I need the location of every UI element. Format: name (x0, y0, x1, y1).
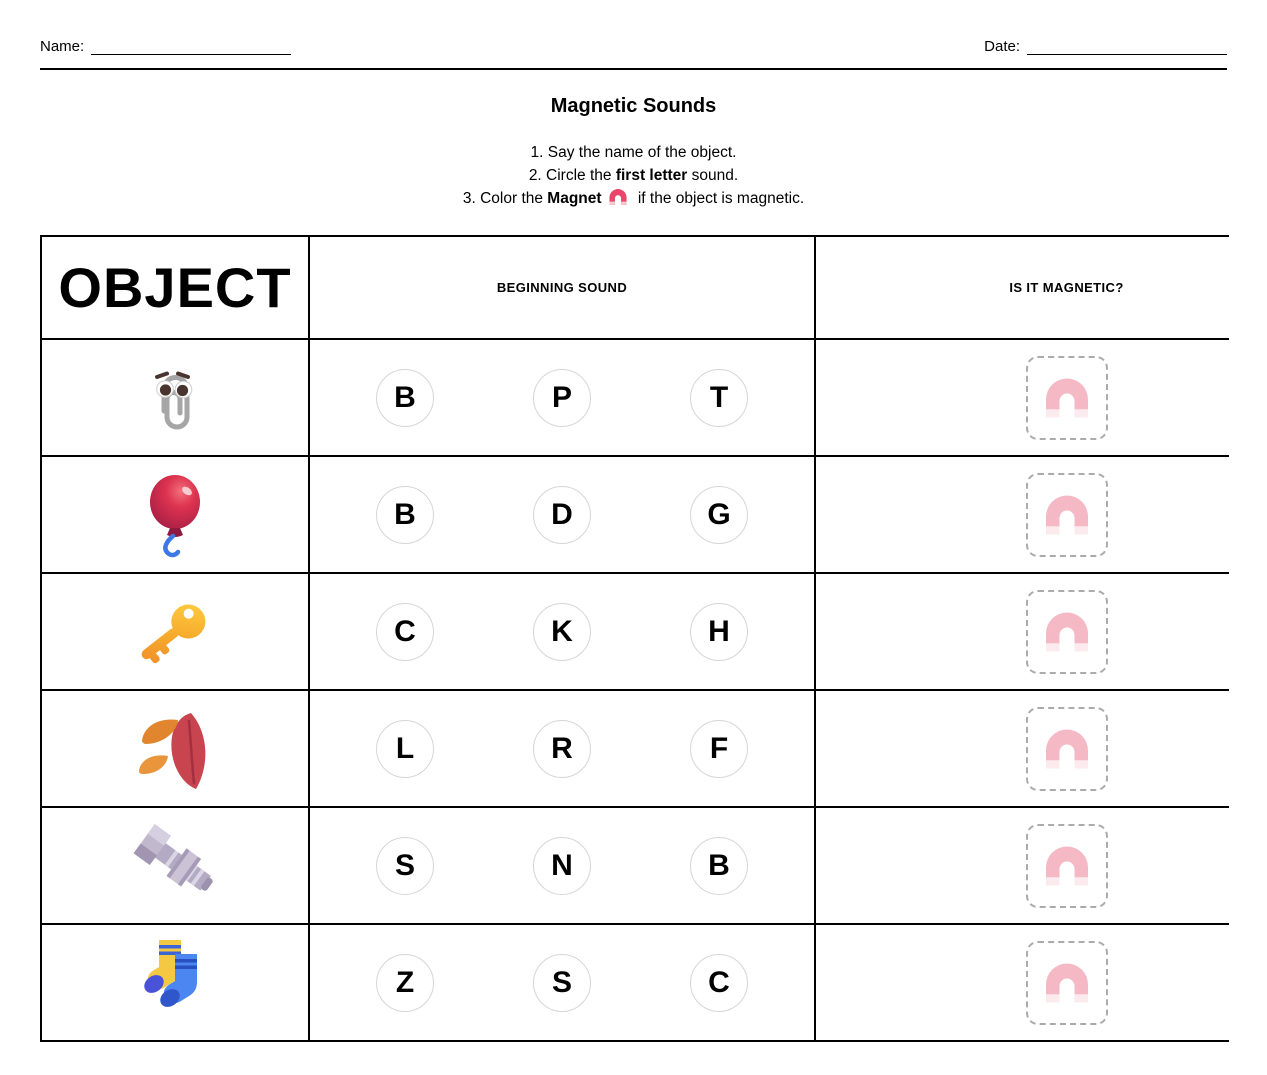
magnet-icon (607, 187, 629, 207)
letter-circle[interactable] (690, 369, 748, 427)
letter-label: B (394, 380, 416, 414)
fallen-leaves-icon (132, 701, 218, 797)
header-object: OBJECT (42, 237, 310, 338)
object-cell (42, 808, 310, 923)
magnet-cell (816, 457, 1225, 572)
letter-label: H (708, 614, 730, 648)
table-row (42, 808, 1229, 925)
letter-circle[interactable] (690, 486, 748, 544)
object-cell (42, 574, 310, 689)
magnet-cell (816, 691, 1225, 806)
page-title: Magnetic Sounds (550, 95, 717, 117)
letter-circle[interactable] (533, 837, 591, 895)
letter-label: R (551, 731, 573, 765)
magnet-icon (1040, 491, 1094, 539)
letter-label: S (394, 848, 415, 882)
letters-cell (310, 574, 816, 689)
magnet-icon (1040, 374, 1094, 422)
letter-label: D (551, 497, 573, 531)
object-cell (42, 925, 310, 1040)
date-label: Date: (984, 38, 1020, 55)
magnet-icon (1040, 725, 1094, 773)
letter-label: S (551, 965, 572, 999)
letter-label: K (551, 614, 573, 648)
letter-label: P (551, 380, 572, 414)
letter-circle[interactable] (533, 720, 591, 778)
magnet-cell (816, 340, 1225, 455)
table-row (42, 574, 1229, 691)
letter-circle[interactable] (690, 720, 748, 778)
letter-label: N (551, 848, 573, 882)
date-field (984, 38, 1227, 55)
letters-cell (310, 808, 816, 923)
table-row (42, 691, 1229, 808)
paperclip-icon (147, 359, 203, 437)
name-field (40, 38, 291, 55)
letters-cell (310, 340, 816, 455)
instructions (40, 141, 1227, 210)
letter-label: Z (395, 965, 415, 999)
letter-circle[interactable] (533, 954, 591, 1012)
header-is-it-magnetic: IS IT MAGNETIC? (1009, 280, 1124, 295)
magnet-colorable-box[interactable] (1026, 941, 1108, 1025)
letter-label: L (395, 731, 415, 765)
letters-cell (310, 457, 816, 572)
letters-cell (310, 691, 816, 806)
letter-circle[interactable] (533, 603, 591, 661)
name-label: Name: (40, 38, 85, 55)
letter-label: G (707, 497, 731, 531)
letter-label: C (708, 965, 730, 999)
magnet-colorable-box[interactable] (1026, 707, 1108, 791)
header-beginning-sound: BEGINNING SOUND (310, 237, 816, 338)
table-row (42, 457, 1229, 574)
object-cell (42, 340, 310, 455)
letter-circle[interactable] (690, 603, 748, 661)
key-icon (129, 589, 221, 675)
magnet-icon (1040, 959, 1094, 1007)
letters-cell (310, 925, 816, 1040)
letter-circle[interactable] (690, 954, 748, 1012)
socks-icon (135, 936, 215, 1030)
letter-circle[interactable] (690, 837, 748, 895)
instruction-step-3: 3. Color the Magnet if the object is magnetic. (40, 187, 1227, 210)
date-blank-line[interactable] (1027, 39, 1227, 55)
worksheet-table (40, 235, 1229, 1042)
magnet-cell (816, 574, 1225, 689)
table-header-row (42, 237, 1229, 340)
letter-label: B (394, 497, 416, 531)
table-row (42, 340, 1229, 457)
instruction-step-1: 1. Say the name of the object. (530, 144, 737, 161)
letter-label: C (394, 614, 416, 648)
magnet-cell (816, 808, 1225, 923)
letter-circle[interactable] (376, 954, 434, 1012)
letter-circle[interactable] (376, 369, 434, 427)
magnet-colorable-box[interactable] (1026, 824, 1108, 908)
magnet-icon (1040, 608, 1094, 656)
letter-label: B (708, 848, 730, 882)
table-row (42, 925, 1229, 1042)
magnet-icon (1040, 842, 1094, 890)
magnet-colorable-box[interactable] (1026, 473, 1108, 557)
magnet-colorable-box[interactable] (1026, 356, 1108, 440)
letter-circle[interactable] (533, 486, 591, 544)
balloon-icon (138, 472, 212, 558)
object-cell (42, 691, 310, 806)
magnet-cell (816, 925, 1225, 1040)
letter-label: F (709, 731, 729, 765)
instruction-step-2: 2. Circle the first letter sound. (528, 167, 739, 184)
letter-circle[interactable] (376, 603, 434, 661)
name-blank-line[interactable] (91, 39, 291, 55)
letter-circle[interactable] (376, 720, 434, 778)
letter-circle[interactable] (376, 837, 434, 895)
divider-rule (40, 68, 1227, 70)
nut-and-bolt-icon (126, 821, 224, 911)
name-date-row (40, 0, 1227, 55)
object-cell (42, 457, 310, 572)
magnet-colorable-box[interactable] (1026, 590, 1108, 674)
letter-circle[interactable] (533, 369, 591, 427)
letter-label: T (709, 380, 729, 414)
letter-circle[interactable] (376, 486, 434, 544)
